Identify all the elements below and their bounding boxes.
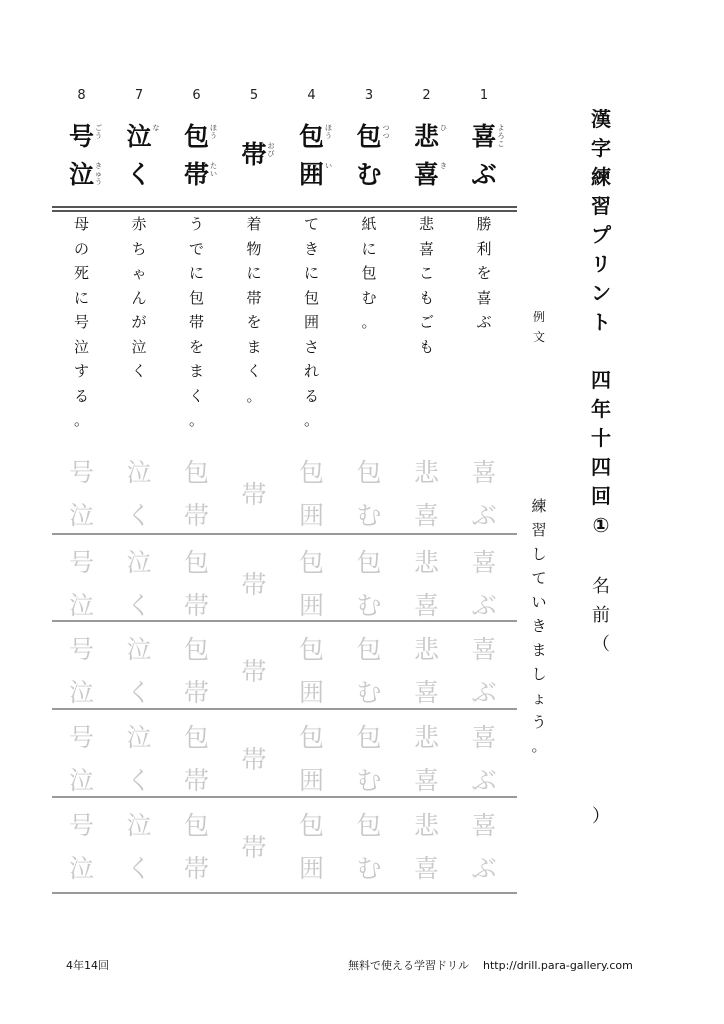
- example-char: す: [73, 362, 89, 380]
- example-label-char: 文: [532, 330, 545, 344]
- practice-trace-word[interactable]: [455, 628, 513, 714]
- question-number: 4: [307, 88, 316, 103]
- target-word-char: く: [126, 160, 152, 189]
- practice-trace-word[interactable]: [398, 541, 456, 627]
- example-char: 母: [73, 215, 89, 233]
- example-char: 。: [303, 411, 319, 429]
- example-char: ま: [246, 337, 262, 356]
- trace-char: 喜: [413, 678, 439, 707]
- example-label: [530, 307, 548, 347]
- example-char: 物: [246, 239, 262, 258]
- furigana: おび: [267, 142, 275, 158]
- trace-char: 囲: [298, 501, 324, 530]
- trace-char: 包: [183, 458, 209, 487]
- example-sentence: [398, 212, 456, 359]
- practice-trace-word[interactable]: [168, 804, 226, 890]
- trace-char: 帯: [183, 854, 209, 883]
- title-char: 練: [591, 165, 611, 189]
- trace-char: 喜: [413, 501, 439, 530]
- target-word-char: 悲: [413, 122, 439, 151]
- example-char: 泣: [73, 337, 89, 356]
- practice-trace-word[interactable]: [398, 451, 456, 537]
- example-char: 勝: [476, 215, 492, 233]
- practice-trace-word[interactable]: [283, 804, 341, 890]
- question-number: 6: [192, 88, 201, 103]
- practice-trace-word[interactable]: [168, 628, 226, 714]
- practice-trace-word[interactable]: [455, 541, 513, 627]
- practice-trace-word[interactable]: [225, 473, 283, 516]
- trace-char: 包: [298, 458, 324, 487]
- trace-char: 囲: [298, 766, 324, 795]
- example-char: 着: [246, 215, 262, 233]
- trace-char: く: [126, 854, 152, 883]
- trace-char: ぶ: [471, 766, 497, 795]
- footer-site-name: 無料で使える学習ドリル: [348, 959, 469, 972]
- example-char: で: [188, 239, 204, 258]
- trace-char: む: [356, 678, 382, 707]
- example-char: に: [361, 239, 377, 258]
- trace-char: 悲: [413, 458, 439, 487]
- example-char: 死: [73, 264, 89, 282]
- example-char: ん: [131, 288, 147, 307]
- title-char: 四: [591, 368, 611, 392]
- footer-lesson: 4年14回: [66, 959, 109, 972]
- name-label-char: 前: [592, 605, 610, 626]
- practice-trace-word[interactable]: [225, 563, 283, 606]
- target-word-char: 包: [183, 122, 209, 151]
- example-char: 帯: [246, 288, 262, 307]
- practice-trace-word[interactable]: [110, 804, 168, 890]
- trace-char: む: [356, 591, 382, 620]
- question-number: 8: [77, 88, 86, 103]
- practice-label-char: い: [531, 593, 547, 611]
- practice-trace-word[interactable]: [340, 804, 398, 890]
- example-sentence: [340, 212, 398, 335]
- example-char: 囲: [303, 313, 319, 331]
- practice-trace-word[interactable]: [110, 716, 168, 802]
- title-char: 回: [591, 484, 611, 508]
- example-char: 悲: [418, 215, 434, 233]
- name-label-char: 名: [592, 576, 610, 597]
- example-char: 紙: [361, 215, 377, 233]
- practice-label-char: し: [531, 545, 547, 563]
- target-word-char: 喜: [413, 160, 439, 189]
- title-char: 四: [591, 455, 611, 479]
- example-sentence: [53, 212, 111, 433]
- practice-label-char: き: [531, 617, 547, 635]
- trace-char: 悲: [413, 723, 439, 752]
- target-word-char: む: [356, 160, 382, 189]
- trace-char: 包: [298, 811, 324, 840]
- trace-char: 包: [298, 635, 324, 664]
- trace-char: 喜: [471, 458, 497, 487]
- trace-char: 喜: [471, 548, 497, 577]
- example-label-char: 例: [532, 310, 545, 324]
- furigana: つつ: [382, 124, 390, 140]
- practice-trace-word[interactable]: [283, 628, 341, 714]
- trace-char: 泣: [68, 766, 94, 795]
- title-char: 習: [591, 194, 611, 218]
- practice-trace-word[interactable]: [455, 804, 513, 890]
- trace-char: 泣: [126, 458, 152, 487]
- example-char: 。: [188, 411, 204, 429]
- example-char: 利: [476, 239, 492, 258]
- furigana: き: [440, 162, 447, 170]
- example-char: に: [188, 264, 204, 282]
- trace-char: む: [356, 501, 382, 530]
- trace-char: む: [356, 766, 382, 795]
- furigana: よろこ: [497, 124, 505, 148]
- example-sentence: [110, 212, 168, 384]
- example-char: 喜: [418, 239, 434, 258]
- example-char: 包: [188, 288, 204, 307]
- practice-trace-word[interactable]: [283, 451, 341, 537]
- practice-trace-word[interactable]: [340, 541, 398, 627]
- example-char: 。: [361, 313, 377, 331]
- target-word-char: 包: [356, 122, 382, 151]
- trace-char: 泣: [68, 591, 94, 620]
- practice-trace-word[interactable]: [340, 628, 398, 714]
- title-char: リ: [591, 252, 611, 276]
- practice-trace-word[interactable]: [225, 738, 283, 781]
- example-char: に: [303, 264, 319, 282]
- name-label: [586, 572, 616, 659]
- practice-label-char: ま: [531, 641, 547, 659]
- practice-trace-word[interactable]: [110, 628, 168, 714]
- practice-label-char: て: [531, 569, 547, 587]
- example-char: を: [188, 337, 204, 356]
- trace-char: ぶ: [471, 678, 497, 707]
- trace-char: 泣: [68, 854, 94, 883]
- example-char: て: [303, 215, 319, 233]
- title-char: プ: [591, 223, 611, 247]
- target-word-char: 号: [68, 122, 94, 151]
- trace-char: 喜: [413, 591, 439, 620]
- question-number: 5: [249, 88, 259, 103]
- furigana: きゅう: [95, 162, 102, 186]
- example-char: ま: [188, 362, 204, 380]
- example-char: れ: [303, 362, 319, 380]
- trace-char: 喜: [413, 854, 439, 883]
- example-char: こ: [418, 264, 434, 282]
- example-char: 帯: [188, 313, 204, 331]
- example-char: う: [188, 215, 204, 233]
- title-char: ①: [592, 513, 610, 537]
- trace-char: 帯: [183, 591, 209, 620]
- trace-char: 号: [68, 723, 94, 752]
- trace-char: 包: [356, 548, 382, 577]
- question-number: 2: [422, 88, 431, 103]
- example-char: く: [131, 362, 147, 380]
- example-sentence: [168, 212, 226, 433]
- practice-trace-word[interactable]: [110, 541, 168, 627]
- trace-char: 帯: [183, 766, 209, 795]
- practice-trace-word[interactable]: [398, 804, 456, 890]
- trace-char: む: [356, 854, 382, 883]
- trace-char: 包: [298, 723, 324, 752]
- trace-char: 泣: [126, 811, 152, 840]
- trace-char: 号: [68, 811, 94, 840]
- worksheet-title: [586, 105, 616, 540]
- practice-trace-word[interactable]: [455, 716, 513, 802]
- title-char: [586, 337, 616, 366]
- trace-char: 帯: [241, 570, 267, 599]
- title-char: 漢: [591, 107, 611, 131]
- target-word-char: ぶ: [471, 160, 497, 189]
- question-number: 7: [134, 88, 144, 103]
- practice-trace-word[interactable]: [53, 716, 111, 802]
- trace-char: 悲: [413, 635, 439, 664]
- example-sentence: [455, 212, 513, 335]
- practice-trace-word[interactable]: [53, 628, 111, 714]
- footer-url[interactable]: http://drill.para-gallery.com: [483, 959, 633, 972]
- practice-row-divider: [52, 892, 517, 894]
- example-char: も: [418, 288, 434, 307]
- example-sentence: [283, 212, 341, 433]
- trace-char: 泣: [126, 548, 152, 577]
- example-char: が: [131, 313, 147, 331]
- trace-char: 帯: [241, 833, 267, 862]
- example-char: ご: [418, 313, 434, 331]
- trace-char: 囲: [298, 854, 324, 883]
- trace-char: 包: [183, 811, 209, 840]
- furigana: な: [152, 124, 160, 132]
- question-number: 3: [364, 88, 374, 103]
- trace-char: 包: [356, 458, 382, 487]
- practice-trace-word[interactable]: [398, 716, 456, 802]
- trace-char: 泣: [68, 501, 94, 530]
- trace-char: 喜: [471, 811, 497, 840]
- trace-char: ぶ: [471, 501, 497, 530]
- question-number: 1: [479, 88, 489, 103]
- practice-trace-word[interactable]: [340, 716, 398, 802]
- furigana: ごう: [95, 124, 102, 140]
- practice-trace-word[interactable]: [168, 541, 226, 627]
- trace-char: ぶ: [471, 591, 497, 620]
- example-char: 赤: [131, 215, 147, 233]
- trace-char: 包: [356, 723, 382, 752]
- trace-char: 泣: [126, 723, 152, 752]
- trace-char: 囲: [298, 678, 324, 707]
- trace-char: 包: [183, 635, 209, 664]
- furigana: ほう: [210, 124, 217, 140]
- target-word-char: 帯: [183, 160, 209, 189]
- example-char: 喜: [476, 288, 492, 307]
- example-char: む: [361, 288, 377, 307]
- example-char: ち: [131, 239, 147, 258]
- trace-char: く: [126, 591, 152, 620]
- practice-label: [528, 494, 550, 758]
- trace-char: 号: [68, 548, 94, 577]
- target-word-char: 帯: [241, 140, 267, 169]
- trace-char: 包: [298, 548, 324, 577]
- example-char: 泣: [131, 337, 147, 356]
- footer-credit: [348, 957, 633, 973]
- practice-trace-word[interactable]: [283, 716, 341, 802]
- trace-char: 包: [356, 635, 382, 664]
- trace-char: 帯: [183, 678, 209, 707]
- target-word-char: 泣: [68, 160, 94, 189]
- name-label-char: （: [592, 634, 610, 655]
- trace-char: 号: [68, 635, 94, 664]
- practice-label-char: ょ: [531, 689, 547, 707]
- trace-char: 悲: [413, 548, 439, 577]
- title-char: 字: [591, 136, 611, 160]
- practice-label-char: し: [531, 665, 547, 683]
- practice-trace-word[interactable]: [225, 650, 283, 693]
- example-char: 。: [246, 386, 262, 405]
- practice-label-char: 。: [531, 737, 547, 755]
- practice-trace-word[interactable]: [168, 451, 226, 537]
- example-char: 号: [73, 313, 89, 331]
- example-char: さ: [303, 337, 319, 356]
- trace-char: 囲: [298, 591, 324, 620]
- furigana: たい: [210, 162, 217, 178]
- example-char: ゃ: [131, 264, 147, 282]
- example-char: 。: [73, 411, 89, 429]
- trace-char: 包: [356, 811, 382, 840]
- target-word-char: 囲: [298, 160, 324, 189]
- trace-char: 帯: [241, 745, 267, 774]
- practice-trace-word[interactable]: [398, 628, 456, 714]
- furigana: い: [325, 162, 332, 170]
- practice-trace-word[interactable]: [225, 826, 283, 869]
- title-char: ン: [591, 281, 611, 305]
- furigana: ほう: [325, 124, 332, 140]
- practice-trace-word[interactable]: [53, 804, 111, 890]
- practice-label-char: 練: [531, 497, 547, 515]
- target-word-char: 包: [298, 122, 324, 151]
- example-char: く: [188, 386, 204, 405]
- example-char: に: [73, 288, 89, 307]
- example-char: ぶ: [476, 313, 492, 331]
- example-char: の: [73, 239, 89, 258]
- trace-char: く: [126, 678, 152, 707]
- trace-char: 帯: [241, 657, 267, 686]
- practice-label-char: う: [531, 713, 547, 731]
- example-char: 包: [303, 288, 319, 307]
- trace-char: く: [126, 766, 152, 795]
- trace-char: 泣: [68, 678, 94, 707]
- target-word-char: 泣: [126, 122, 152, 151]
- title-char: 年: [591, 397, 611, 421]
- trace-char: 泣: [126, 635, 152, 664]
- practice-trace-word[interactable]: [53, 541, 111, 627]
- example-char: 包: [361, 264, 377, 282]
- practice-trace-word[interactable]: [283, 541, 341, 627]
- trace-char: 号: [68, 458, 94, 487]
- example-char: る: [73, 386, 89, 405]
- target-word-char: 喜: [471, 122, 497, 151]
- trace-char: 喜: [471, 723, 497, 752]
- furigana: ひ: [440, 124, 447, 132]
- trace-char: 包: [183, 548, 209, 577]
- example-char: る: [303, 386, 319, 405]
- trace-char: 包: [183, 723, 209, 752]
- practice-trace-word[interactable]: [455, 451, 513, 537]
- name-close-paren: ）: [592, 806, 610, 827]
- trace-char: 喜: [471, 635, 497, 664]
- example-char: く: [246, 362, 262, 380]
- practice-label-char: 習: [531, 521, 547, 539]
- trace-char: 帯: [183, 501, 209, 530]
- header-divider-top: [52, 206, 517, 208]
- practice-trace-word[interactable]: [110, 451, 168, 537]
- example-char: を: [476, 264, 492, 282]
- example-char: も: [418, 337, 434, 356]
- practice-trace-word[interactable]: [168, 716, 226, 802]
- practice-trace-word[interactable]: [53, 451, 111, 537]
- trace-char: ぶ: [471, 854, 497, 883]
- practice-trace-word[interactable]: [340, 451, 398, 537]
- title-char: ト: [591, 310, 611, 334]
- example-sentence: [225, 212, 283, 408]
- example-char: に: [246, 264, 262, 282]
- trace-char: く: [126, 501, 152, 530]
- trace-char: 喜: [413, 766, 439, 795]
- example-char: き: [303, 239, 319, 258]
- title-char: 十: [591, 426, 611, 450]
- trace-char: 帯: [241, 480, 267, 509]
- example-char: を: [246, 313, 262, 331]
- trace-char: 悲: [413, 811, 439, 840]
